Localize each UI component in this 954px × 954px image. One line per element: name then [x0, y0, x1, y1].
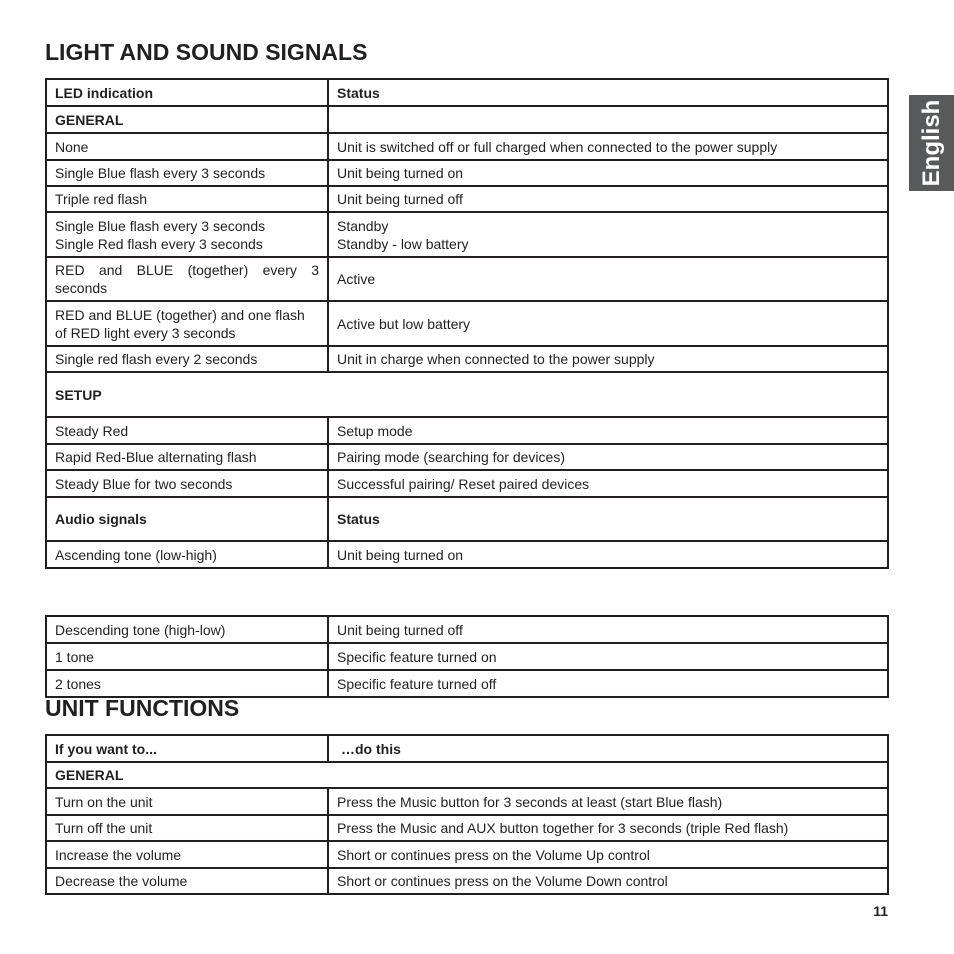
header-if-you-want: If you want to... — [46, 735, 328, 762]
status-cell: Unit being turned off — [328, 186, 888, 212]
header-do-this: …do this — [328, 735, 888, 762]
table-row — [46, 257, 888, 301]
table-row — [46, 186, 888, 212]
do-cell: Press the Music and AUX button together for 3 seconds (triple Red flash) — [328, 815, 888, 841]
want-cell: Turn on the unit — [46, 788, 328, 815]
status-cell: Active — [328, 257, 888, 301]
status-cell: Unit is switched off or full charged when connected to the power supply — [328, 133, 888, 160]
do-cell: Short or continues press on the Volume Up control — [328, 841, 888, 868]
led-cell: Steady Blue for two seconds — [46, 470, 328, 497]
header-status: Status — [328, 79, 888, 106]
table-row — [46, 868, 888, 894]
table-header-row — [46, 735, 888, 762]
section-label-general: GENERAL — [46, 762, 888, 788]
want-cell: Turn off the unit — [46, 815, 328, 841]
audio-signals-table — [45, 615, 889, 698]
table-row — [46, 670, 888, 697]
status-line: Standby - low battery — [337, 235, 469, 252]
signal-cell: 2 tones — [46, 670, 328, 697]
signal-cell: Descending tone (high-low) — [46, 616, 328, 643]
table-row — [46, 541, 888, 568]
led-cell: Single Blue flash every 3 seconds — [46, 160, 328, 186]
language-tab-label: English — [917, 99, 945, 187]
table-row — [46, 346, 888, 372]
want-cell: Increase the volume — [46, 841, 328, 868]
status-cell: Unit being turned off — [328, 616, 888, 643]
status-cell: Active but low battery — [328, 301, 888, 346]
table-row — [46, 841, 888, 868]
language-tab — [909, 95, 954, 191]
table-row — [46, 470, 888, 497]
table-row — [46, 417, 888, 444]
table-row — [46, 616, 888, 643]
led-line: Single Blue flash every 3 seconds — [55, 217, 266, 234]
section-row-general — [46, 762, 888, 788]
table-header-row — [46, 79, 888, 106]
table-row — [46, 444, 888, 470]
do-cell: Press the Music button for 3 seconds at least (start Blue flash) — [328, 788, 888, 815]
table-row — [46, 788, 888, 815]
led-cell: Triple red flash — [46, 186, 328, 212]
status-cell: Unit being turned on — [328, 160, 888, 186]
header-led-indication: LED indication — [46, 79, 328, 106]
section-title-unit-functions: UNIT FUNCTIONS — [45, 695, 240, 721]
led-signals-table — [45, 78, 889, 569]
status-cell: Unit being turned on — [328, 541, 888, 568]
led-cell — [46, 212, 328, 257]
led-cell: None — [46, 133, 328, 160]
status-cell: Unit in charge when connected to the power supply — [328, 346, 888, 372]
status-cell — [328, 212, 888, 257]
signal-cell: Ascending tone (low-high) — [46, 541, 328, 568]
section-label-setup: SETUP — [46, 372, 888, 417]
led-cell: Steady Red — [46, 417, 328, 444]
status-cell: Setup mode — [328, 417, 888, 444]
audio-header-row — [46, 497, 888, 541]
led-cell: Single red flash every 2 seconds — [46, 346, 328, 372]
status-cell: Specific feature turned off — [328, 670, 888, 697]
status-line: Standby — [337, 217, 389, 234]
status-cell: Specific feature turned on — [328, 643, 888, 670]
header-audio-status: Status — [328, 497, 888, 541]
led-line: Single Red flash every 3 seconds — [55, 235, 263, 252]
status-cell: Pairing mode (searching for devices) — [328, 444, 888, 470]
unit-functions-table — [45, 734, 889, 895]
led-cell: RED and BLUE (together) and one flash of RED light every 3 seconds — [46, 301, 328, 346]
empty-cell — [328, 106, 888, 133]
signal-cell: 1 tone — [46, 643, 328, 670]
led-cell: Rapid Red-Blue alternating flash — [46, 444, 328, 470]
table-row — [46, 815, 888, 841]
table-row — [46, 643, 888, 670]
section-label-general: GENERAL — [46, 106, 328, 133]
table-row — [46, 133, 888, 160]
do-cell: Short or continues press on the Volume Down control — [328, 868, 888, 894]
table-row — [46, 212, 888, 257]
section-row-setup — [46, 372, 888, 417]
section-row-general — [46, 106, 888, 133]
section-title-light-sound: LIGHT AND SOUND SIGNALS — [45, 39, 368, 65]
page-number: 11 — [873, 903, 888, 919]
want-cell: Decrease the volume — [46, 868, 328, 894]
header-audio-signals: Audio signals — [46, 497, 328, 541]
led-cell: RED and BLUE (together) every 3 seconds — [46, 257, 328, 301]
table-row — [46, 160, 888, 186]
table-row — [46, 301, 888, 346]
status-cell: Successful pairing/ Reset paired devices — [328, 470, 888, 497]
